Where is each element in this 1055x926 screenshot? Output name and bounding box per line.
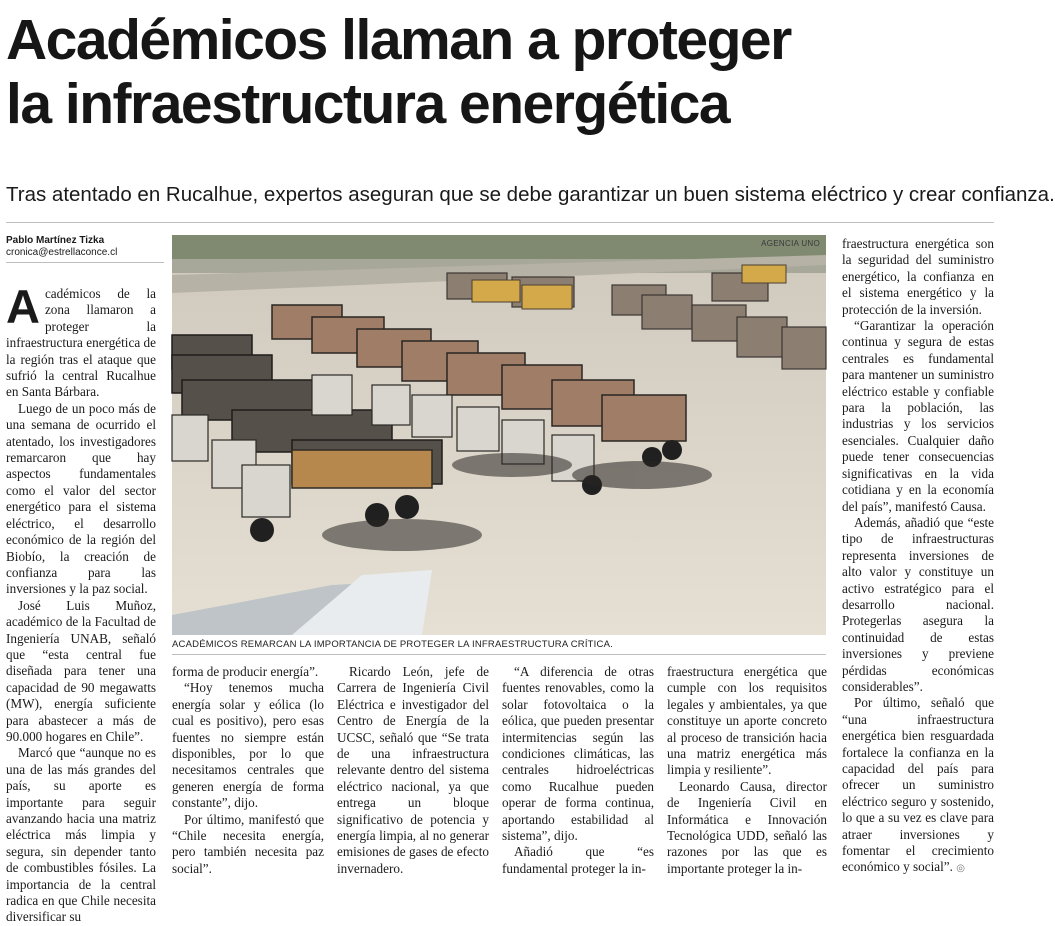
paragraph: “A diferencia de otras fuentes renovables, como la solar fotovoltaica o la eólica, que pueden presentar intermitencias según las condiciones climáticas, las centrales hidroeléctricas como Rucalhue pueden operar de forma continua, aportando estabilidad al sistema”, dijo. [502, 664, 654, 844]
headline-line-1: Académicos llaman a proteger [6, 8, 791, 72]
header-rule [6, 222, 994, 223]
paragraph: Además, añadió que “este tipo de infraestructuras representa inversiones de alto valor y constituye un activo estratégico para el desarrollo nacional. Protegerlas asegura la continuidad de estas inversiones y previene pérdidas económicas considerables”. [842, 514, 994, 694]
byline-email: cronica@estrellaconce.cl [6, 247, 118, 258]
paragraph-text: Por último, señaló que “una infraestructura energética bien resguardada fortalece la confianza en la capacidad del país para ofrecer un suministro eléctrico seguro y sostenido, lo que a su vez es clave para atraer inversiones y fomentar el crecimiento económico y social”. [842, 695, 994, 875]
byline-rule [6, 262, 164, 263]
paragraph: cadémicos de la zona llamaron a proteger la infraestructura energética de la región tras el ataque que sufrió la central Rucalhue en Santa Bárbara. [6, 286, 156, 400]
headline-line-2: la infraestructura energética [6, 72, 730, 136]
end-of-article-mark: ◎ [956, 863, 965, 875]
article-column-5 [667, 664, 827, 882]
burned-trucks-photo [172, 235, 826, 635]
paragraph: Marcó que “aunque no es una de las más grandes del país, su aporte es importante para seguir avanzando hacia una matriz eléctrica más limpia y segura, sin depender tanto de combustibles fósiles. La importancia de la central radica en que Chile necesita diversificar su [6, 745, 156, 925]
caption-rule [172, 654, 826, 655]
paragraph [842, 695, 994, 877]
article-column-6 [842, 236, 994, 882]
paragraph: Leonardo Causa, director de Ingeniería Civil en Informática e Innovación Tecnológica UDD, señaló las razones por las que es importante proteger la in- [667, 778, 827, 876]
paragraph: “Hoy tenemos mucha energía solar y eólica (lo cual es positivo), pero esas fuentes no siempre están disponibles, por lo que necesitamos centrales que generen energía de forma constante”, dijo. [172, 680, 324, 811]
article-column-2 [172, 664, 324, 882]
paragraph: fraestructura energética que cumple con los requisitos legales y ambientales, ya que constituye un aporte concreto al proceso de transición hacia una matriz energética más limpia y resiliente”. [667, 664, 827, 778]
subheadline: Tras atentado en Rucalhue, expertos aseguran que se debe garantizar un buen sistema eléctrico y crear confianza. [6, 183, 1055, 206]
byline-author: Pablo Martínez Tizka [6, 235, 105, 246]
article-column-4 [502, 664, 654, 882]
paragraph: José Luis Muñoz, académico de la Facultad de Ingeniería UNAB, señaló que “esta central fue diseñada para tener una capacidad de 90 megawatts (MW), energía suficiente para abastecer a más de 90.000 hogares en Chile”. [6, 597, 156, 744]
paragraph: forma de producir energía”. [172, 664, 319, 679]
paragraph: Por último, manifestó que “Chile necesita energía, pero también necesita paz social”. [172, 811, 324, 876]
paragraph: Ricardo León, jefe de Carrera de Ingeniería Civil Eléctrica e investigador del Centro de Energía de la UCSC, señaló que “Se trata de una infraestructura relevante dentro del sistema eléctrico nacional, ya que entrega un bloque significativo de potencia y energía limpia, al no generar emisiones de gases de efecto invernadero. [337, 664, 489, 876]
byline [6, 235, 166, 259]
paragraph: “Garantizar la operación continua y segura de estas centrales es fundamental para mantener un suministro eléctrico estable y confiable para la población, las industrias y los servicios esenciales. Cualquier daño puede tener consecuencias significativas en la vida cotidiana y en la economía del país”, manifestó Causa. [842, 318, 994, 514]
paragraph: Luego de un poco más de una semana de ocurrido el atentado, los investigadores remarcaron que hay aspectos fundamentales como el valor del sector energético para el sistema eléctrico, el desarrollo económico de la región del Biobío, la creación de confianza para las inversiones y la paz social. [6, 400, 156, 597]
photo-caption: ACADÉMICOS REMARCAN LA IMPORTANCIA DE PROTEGER LA INFRAESTRUCTURA CRÍTICA. [172, 639, 613, 650]
paragraph: fraestructura energética son la seguridad del suministro energético, la confianza en el sistema energético y la protección de la inversión. [842, 236, 994, 317]
article-column-3 [337, 664, 489, 882]
news-photo [172, 235, 826, 635]
drop-cap: A [6, 280, 40, 333]
paragraph: Añadió que “es fundamental proteger la in- [502, 844, 654, 876]
article-column-1 [6, 280, 156, 925]
headline [6, 8, 996, 136]
photo-credit: AGENCIA UNO [761, 239, 820, 248]
